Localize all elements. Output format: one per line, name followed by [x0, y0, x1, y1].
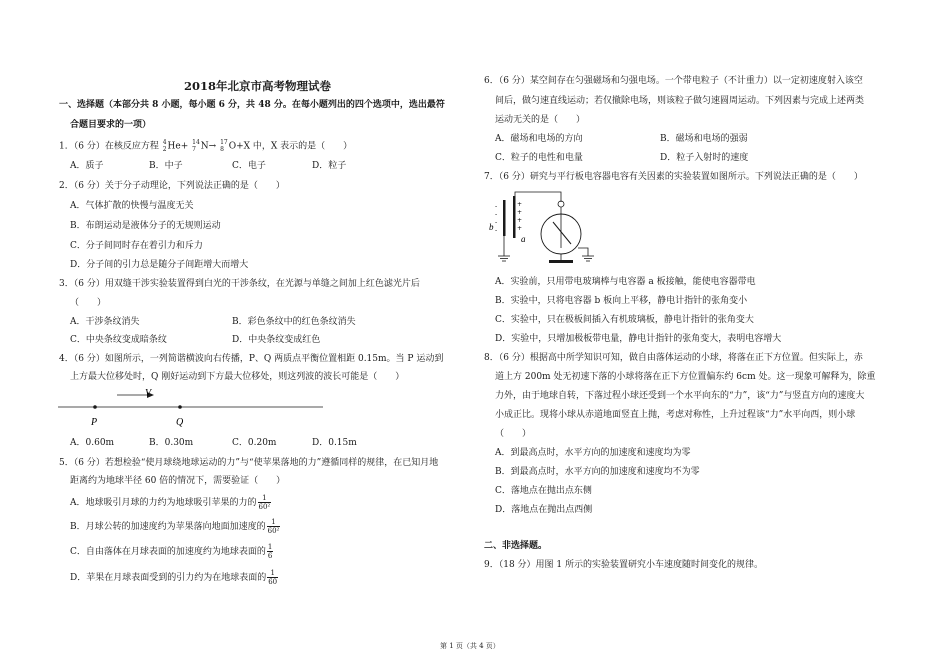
q5-stem-line2: 距离约为地球半径 60 倍的情况下，需要验证（ ）: [70, 476, 286, 486]
q7-option-c: C．实验中，只在极板间插入有机玻璃板，静电计指针的张角变大: [495, 315, 754, 325]
q2-stem: 2．（6 分）关于分子动理论，下列说法正确的是（ ）: [59, 181, 285, 191]
q3-option-a: A．干涉条纹消失: [70, 317, 140, 327]
o-nuclide: 17 8: [220, 139, 228, 153]
q8-stem-line5: （ ）: [495, 429, 532, 439]
q5-stem-line1: 5．（6 分）若想检验“使月球绕地球运动的力”与“使苹果落地的力”遵循同样的规律，在已知月地: [59, 458, 439, 468]
q6-stem-line2: 间后，做匀速直线运动；若仅撤除电场，则该粒子做匀速圆周运动。下列因素与完成上述两类: [495, 96, 865, 106]
q6-option-c: C．粒子的电性和电量: [495, 153, 583, 163]
q8-stem-line2: 道上方 200m 处无初速下落的小球将落在正下方位置偏东约 6cm 处。这一现象可解释为，除重: [495, 372, 876, 382]
plate-a-label: a: [521, 234, 526, 244]
n-nuclide: 14 7: [192, 139, 200, 153]
q6-option-d: D．粒子入射时的速度: [660, 153, 749, 163]
point-q: [178, 405, 182, 409]
plate-a: [513, 196, 516, 238]
svg-text:-: -: [495, 227, 498, 234]
q2-option-a: A．气体扩散的快慢与温度无关: [70, 201, 194, 211]
q1-option-b: B．中子: [149, 161, 183, 171]
plate-b-charges: -: [495, 203, 498, 210]
q1-option-a: A．质子: [70, 161, 104, 171]
q3-option-c: C．中央条纹变成暗条纹: [70, 335, 167, 345]
section2-heading: 二、非选择题。: [484, 541, 548, 551]
q8-option-b: B．到最高点时，水平方向的加速度和速度均不为零: [495, 467, 700, 477]
q8-stem-line4: 小成正比。现将小球从赤道地面竖直上抛，考虑对称性，上升过程该“力”水平向西，则小球: [495, 410, 856, 420]
q2-option-c: C．分子间同时存在着引力和斥力: [70, 241, 203, 251]
capacitor-electrometer-diagram: [483, 186, 603, 270]
q4-stem-line1: 4．（6 分）如图所示，一列简谐横波向右传播，P、Q 两质点平衡位置相距 0.15m。当 P 运动到: [59, 354, 444, 364]
q8-stem-line3: 力外，由于地球自转，下落过程小球还受到一个水平向东的“力”，该“力”与竖直方向的速度大: [495, 391, 865, 401]
q4-option-a: A．0.60m: [70, 438, 115, 448]
q8-option-d: D．落地点在抛出点西侧: [495, 505, 593, 515]
svg-text:+: +: [517, 217, 523, 224]
electrometer-stand: [549, 260, 573, 263]
plate-a-charges: +: [517, 201, 523, 208]
q8-option-c: C．落地点在抛出点东侧: [495, 486, 592, 496]
svg-text:+: +: [517, 209, 523, 216]
q5-option-d: D．苹果在月球表面受到的引力约为在地球表面的 $\frac{1}{60}$: [70, 569, 278, 586]
section1-heading-line1: 一、选择题（本部分共 8 小题，每小题 6 分，共 48 分。在每小题列出的四个选项中，选出最符: [59, 100, 445, 110]
point-p: [93, 405, 97, 409]
point-q-label: Q: [176, 417, 184, 428]
q7-option-b: B．实验中，只将电容器 b 板向上平移，静电计指针的张角变小: [495, 296, 748, 306]
fraction: $\frac{1}{\text{60²}}$: [258, 494, 271, 511]
q4-option-d: D．0.15m: [312, 438, 357, 448]
q4-option-b: B．0.30m: [149, 438, 194, 448]
q5-option-b: B．月球公转的加速度约为苹果落向地面加速度的 $\frac{1}{\text{60²}}$: [70, 518, 280, 535]
section1-heading-line2: 合题目要求的一项）: [70, 120, 152, 130]
q7-option-a: A．实验前，只用带电玻璃棒与电容器 a 板接触，能使电容器带电: [495, 277, 756, 287]
svg-text:-: -: [495, 211, 498, 218]
q6-stem-line3: 运动无关的是（ ）: [495, 115, 586, 125]
q6-stem-line1: 6．（6 分）某空间存在匀强磁场和匀强电场。一个带电粒子（不计重力）以一定初速度射入该空: [484, 76, 863, 86]
q1-stem: 1．（6 分）在核反应方程 4 2 He+ 14 7 N→ 17 8 O+X 中，X 表示的是（ ）: [59, 139, 353, 153]
q7-option-d: D．实验中，只增加极板带电量，静电计指针的张角变大，表明电容增大: [495, 334, 782, 344]
fraction: $\frac{1}{\text{60²}}$: [267, 518, 280, 535]
q2-option-d: D．分子间的引力总是随分子间距增大而增大: [70, 260, 249, 270]
q7-stem: 7．（6 分）研究与平行板电容器电容有关因素的实验装置如图所示。下列说法正确的是（ ）: [484, 172, 863, 182]
q3-stem-line1: 3．（6 分）用双缝干涉实验装置得到白光的干涉条纹，在光源与单缝之间加上红色滤光片后: [59, 279, 420, 289]
velocity-label: V: [145, 388, 152, 399]
svg-text:-: -: [495, 219, 498, 226]
q9-stem: 9．（18 分）用图 1 所示的实验装置研究小车速度随时间变化的规律。: [484, 560, 763, 570]
wave-diagram: [55, 384, 325, 432]
page-footer: 第 1 页（共 4 页）: [440, 642, 500, 650]
q3-option-b: B．彩色条纹中的红色条纹消失: [232, 317, 356, 327]
q3-option-d: D．中央条纹变成红色: [232, 335, 321, 345]
fraction: $\frac{1}{6}$: [267, 543, 273, 560]
svg-text:+: +: [517, 225, 523, 232]
q8-option-a: A．到最高点时，水平方向的加速度和速度均为零: [495, 448, 691, 458]
q2-option-b: B．布朗运动是液体分子的无规则运动: [70, 221, 221, 231]
ground-wire-electrometer: [578, 248, 588, 256]
q4-option-c: C．0.20m: [232, 438, 277, 448]
q1-option-d: D．粒子: [312, 161, 347, 171]
fraction: $\frac{1}{60}$: [268, 569, 278, 586]
plate-b: [503, 200, 506, 236]
q3-stem-line2: （ ）: [70, 298, 107, 308]
q1-option-c: C．电子: [232, 161, 266, 171]
he-nuclide: 4 2: [162, 139, 167, 153]
q5-option-a: A．地球吸引月球的力约为地球吸引苹果的力的 $\frac{1}{\text{60²}}$: [70, 494, 271, 511]
q8-stem-line1: 8．（6 分）根据高中所学知识可知，做自由落体运动的小球，将落在正下方位置。但实际上，赤: [484, 353, 863, 363]
q5-option-c: C．自由落体在月球表面的加速度约为地球表面的 $\frac{1}{6}$: [70, 543, 273, 560]
plate-b-label: b: [489, 222, 494, 232]
q6-option-a: A．磁场和电场的方向: [495, 134, 583, 144]
electrometer-needle: [553, 222, 571, 244]
point-p-label: P: [91, 417, 98, 428]
q4-stem-line2: 上方最大位移处时，Q 刚好运动到下方最大位移处，则这列波的波长可能是（ ）: [70, 372, 405, 382]
page-title: 2018年北京市高考物理试卷: [184, 79, 332, 93]
q6-option-b: B．磁场和电场的强弱: [660, 134, 748, 144]
